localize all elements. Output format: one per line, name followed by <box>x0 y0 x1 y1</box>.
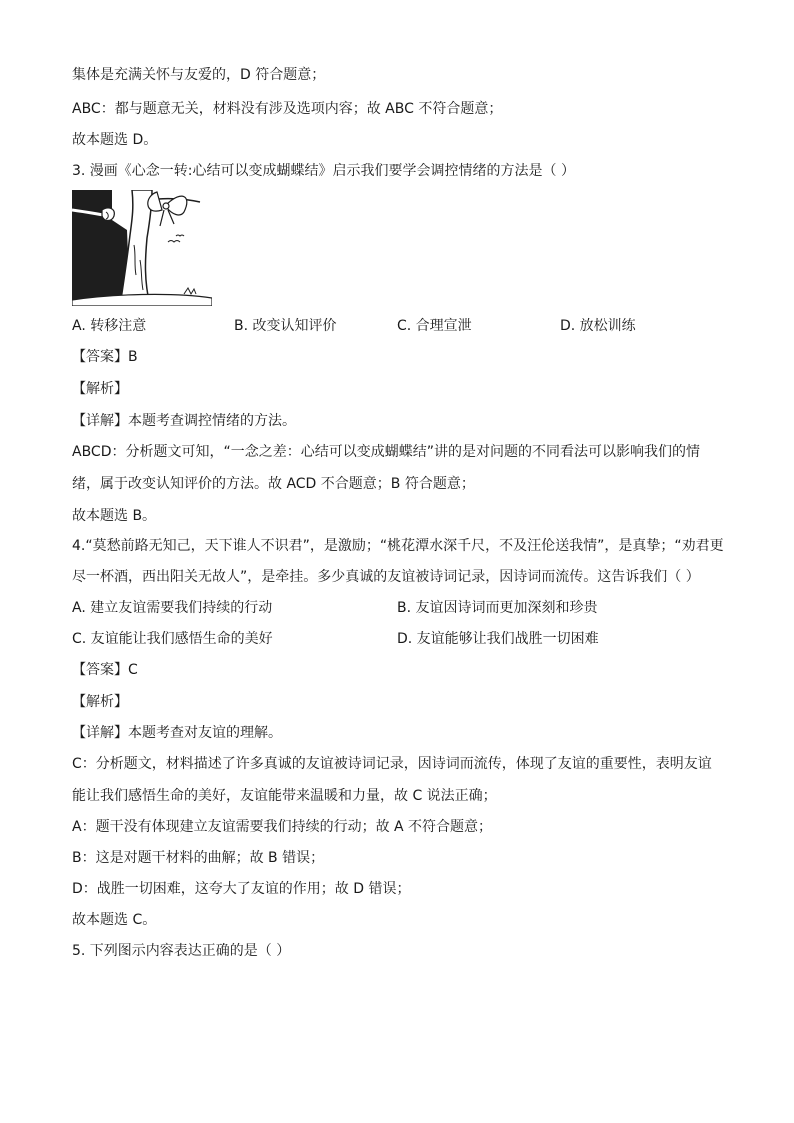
option-d: D. 放松训练 <box>560 318 636 334</box>
answer-label: 【答案】B <box>72 349 138 365</box>
text-line: 故本题选 C。 <box>72 912 157 928</box>
cartoon-illustration <box>72 190 212 306</box>
text-line: A：题干没有体现建立友谊需要我们持续的行动；故 A 不符合题意； <box>72 819 493 835</box>
text-line: B：这是对题干材料的曲解；故 B 错误； <box>72 850 325 866</box>
text-line: D：战胜一切困难，这夸大了友谊的作用；故 D 错误； <box>72 881 411 897</box>
question-4-stem: 尽一杯酒，西出阳关无故人”，是牵挂。多少真诚的友谊被诗词记录，因诗词而流传。这告诉我们（ ） <box>72 569 700 585</box>
analysis-label: 【解析】 <box>72 381 128 397</box>
detail-line: 【详解】本题考查调控情绪的方法。 <box>72 413 296 429</box>
option-b: B. 友谊因诗词而更加深刻和珍贵 <box>397 600 598 616</box>
option-c: C. 合理宣泄 <box>397 318 472 334</box>
option-a: A. 建立友谊需要我们持续的行动 <box>72 600 273 616</box>
question-3-stem: 3. 漫画《心念一转:心结可以变成蝴蝶结》启示我们要学会调控情绪的方法是（ ） <box>72 163 575 179</box>
text-line: ABC：都与题意无关，材料没有涉及选项内容；故 ABC 不符合题意； <box>72 101 503 117</box>
analysis-label: 【解析】 <box>72 694 128 710</box>
option-b: B. 改变认知评价 <box>234 318 337 334</box>
detail-line: 【详解】本题考查对友谊的理解。 <box>72 725 282 741</box>
option-c: C. 友谊能让我们感悟生命的美好 <box>72 631 273 647</box>
text-line: 故本题选 B。 <box>72 508 157 524</box>
question-5-stem: 5. 下列图示内容表达正确的是（ ） <box>72 943 291 959</box>
text-line: C：分析题文，材料描述了许多真诚的友谊被诗词记录，因诗词而流传，体现了友谊的重要性，表明友谊 <box>72 756 712 772</box>
text-line: 故本题选 D。 <box>72 132 158 148</box>
option-a: A. 转移注意 <box>72 318 147 334</box>
answer-label: 【答案】C <box>72 662 138 678</box>
text-line: ABCD：分析题文可知，“一念之差：心结可以变成蝴蝶结”讲的是对问题的不同看法可以影响我们的情 <box>72 444 700 460</box>
text-line: 能让我们感悟生命的美好，友谊能带来温暖和力量，故 C 说法正确； <box>72 788 497 804</box>
question-4-stem: 4.“莫愁前路无知己，天下谁人不识君”，是激励；“桃花潭水深千尺，不及汪伦送我情”，是真挚；“劝君更 <box>72 538 724 554</box>
option-d: D. 友谊能够让我们战胜一切困难 <box>397 631 599 647</box>
text-line: 集体是充满关怀与友爱的，D 符合题意； <box>72 67 326 83</box>
text-line: 绪，属于改变认知评价的方法。故 ACD 不合题意；B 符合题意； <box>72 476 475 492</box>
